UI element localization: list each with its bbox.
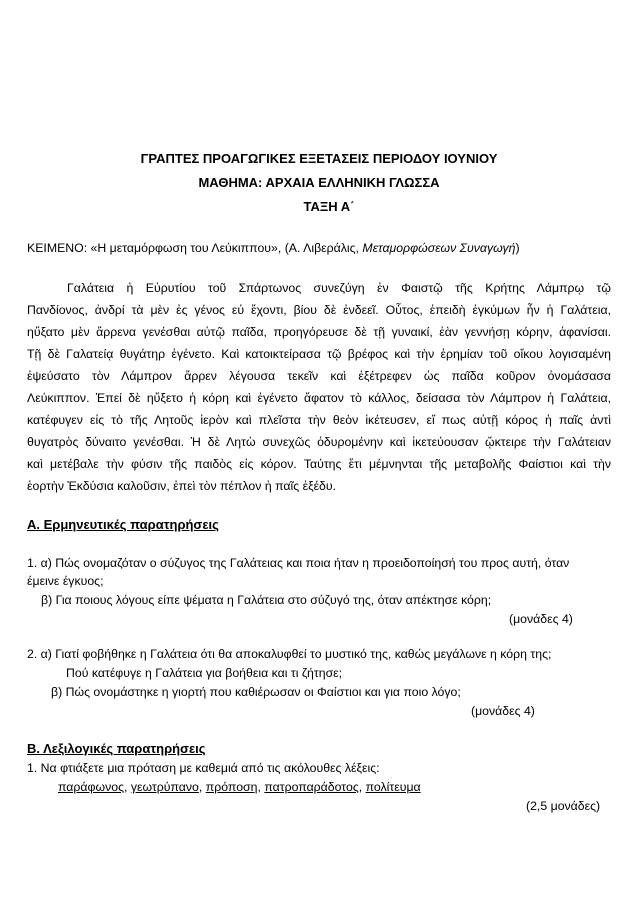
question-2a-line1: 2. α) Γιατί φοβήθηκε η Γαλάτεια ότι θα αποκαλυφθεί το μυστικό της, καθώς μεγάλωνε η κόρη της; bbox=[27, 647, 552, 661]
section-b-title: Β. Λεξιλογικές παρατηρήσεις bbox=[27, 741, 206, 756]
text-line: θυγατρὸς δύναιτο γενέσθαι. Ἡ δὲ Λητὼ συνεχῶς ὀδυρομένην καὶ ἱκετεύουσαν ᾤκτειρε τὴν Γαλάτειαν bbox=[27, 435, 611, 449]
question-2a-line2: Πού κατέφυγε η Γαλάτεια για βοήθεια και τι ζήτησε; bbox=[66, 666, 343, 680]
text-line: καὶ μετέβαλε τὴν φύσιν τῆς παιδὸς εἰς κόρον. Ταύτης ἔτι μέμνηνται τῆς μεταβολῆς Φαίστιοι καὶ τὴν bbox=[27, 457, 611, 471]
word-separator: , bbox=[358, 780, 366, 794]
text-line: Γαλάτεια ἡ Εὐρυτίου τοῦ Σπάρτωνος συνεζύγη ἐν Φαιστῷ τῆς Κρήτης Λάμπρῳ τῷ bbox=[67, 281, 611, 295]
source-line bbox=[27, 240, 520, 256]
vocab-question-1: 1. Να φτιάξετε μια πρόταση με καθεμιά από τις ακόλουθες λέξεις: bbox=[27, 761, 380, 775]
word-separator: , bbox=[124, 780, 131, 794]
source-prefix: ΚΕΙΜΕΝΟ: «Η μεταμόρφωση του Λεύκιππου», (Α. Λιβεράλις, bbox=[27, 241, 363, 255]
question-1a-line1: 1. α) Πώς ονομαζόταν ο σύζυγος της Γαλάτειας και ποια ήταν η προειδοποίησή του προς αυτή, όταν bbox=[27, 556, 570, 570]
vocab-word: πρόποση bbox=[205, 780, 258, 794]
source-suffix: ) bbox=[515, 241, 520, 255]
vocab-word-list bbox=[58, 779, 421, 795]
question-1-marks: (μονάδες 4) bbox=[509, 612, 573, 626]
text-line: ηὔξατο μὲν ἄρρενα γενέσθαι αὐτῷ παῖδα, προηγόρευσε δὲ τῇ γυναικί, ἐὰν γεννήσῃ κόρην, ἀφανίσαι. bbox=[27, 325, 611, 339]
section-a-title: Α. Ερμηνευτικές παρατηρήσεις bbox=[27, 517, 219, 532]
text-line: Τῇ δὲ Γαλατείᾳ θυγάτηρ ἐγένετο. Καὶ κατοικτείρασα τῷ βρέφος καὶ τὴν ἐρημίαν τοῦ οἴκου λογισαμένη bbox=[27, 347, 611, 361]
word-separator: , bbox=[198, 780, 206, 794]
question-1a-line2: έμεινε έγκυος; bbox=[27, 574, 104, 588]
class-title: ΤΑΞΗ Α΄ bbox=[303, 199, 355, 214]
question-2b: β) Πώς ονομάστηκε η γιορτή που καθιέρωσαν οι Φαίστιοι και για ποιο λόγο; bbox=[51, 685, 461, 699]
vocab-word: πολίτευμα bbox=[365, 780, 421, 794]
question-1b: β) Για ποιους λόγους είπε ψέματα η Γαλάτεια στο σύζυγό της, όταν απέκτησε κόρη; bbox=[41, 593, 492, 607]
word-separator: , bbox=[257, 780, 265, 794]
source-work: Μεταμορφώσεων Συναγωγή bbox=[362, 241, 516, 255]
text-line: Πανδίονος, ἀνδρί τὰ μὲν ἐς γένος εὐ ἔχοντι, βίου δὲ ἐνδεεῖ. Οὗτος, ἐπειδὴ ἐγκύμων ἦν ἡ Γαλάτεια, bbox=[27, 303, 611, 317]
exam-title: ΓΡΑΠΤΕΣ ΠΡΟΑΓΩΓΙΚΕΣ ΕΞΕΤΑΣΕΙΣ ΠΕΡΙΟΔΟΥ ΙΟΥΝΙΟΥ bbox=[140, 151, 498, 166]
vocab-word: παράφωνος bbox=[58, 780, 125, 794]
vocab-word: πατροπαράδοτος bbox=[264, 780, 359, 794]
text-line: ἐψεύσατο τὸν Λάμπρον ἄρρεν λέγουσα τεκεῖν καὶ ἐξέτρεφεν ὡς παῖδα κοῦρον ὀνομάσασα bbox=[27, 369, 611, 383]
text-line: κατέφυγεν εἰς τὸ τῆς Λητοῦς ἱερὸν καὶ πλεῖστα τὴν θεὸν ἱκέτευσεν, εἴ πως αὐτῇ κόρος ἡ παῖς ἀντὶ bbox=[27, 413, 611, 427]
vocab-word: γεωτρύπανο bbox=[130, 780, 199, 794]
subject-title: ΜΑΘΗΜΑ: ΑΡΧΑΙΑ ΕΛΛΗΝΙΚΗ ΓΛΩΣΣΑ bbox=[198, 175, 440, 190]
vocab-marks: (2,5 μονάδες) bbox=[526, 799, 601, 813]
text-line: Λεύκιππον. Ἐπεί δὲ ηὔξετο ἡ κόρη καὶ ἐγένετο ἄφατον τὸ κάλλος, δείσασα τὸν Λάμπρον ἡ Γαλάτεια, bbox=[27, 391, 611, 405]
text-line: ἑορτὴν Ἐκδύσια καλοῦσιν, ἐπεὶ τὸν πέπλον ἡ παῖς ἐξέδυ. bbox=[27, 479, 337, 493]
question-2-marks: (μονάδες 4) bbox=[471, 704, 535, 718]
